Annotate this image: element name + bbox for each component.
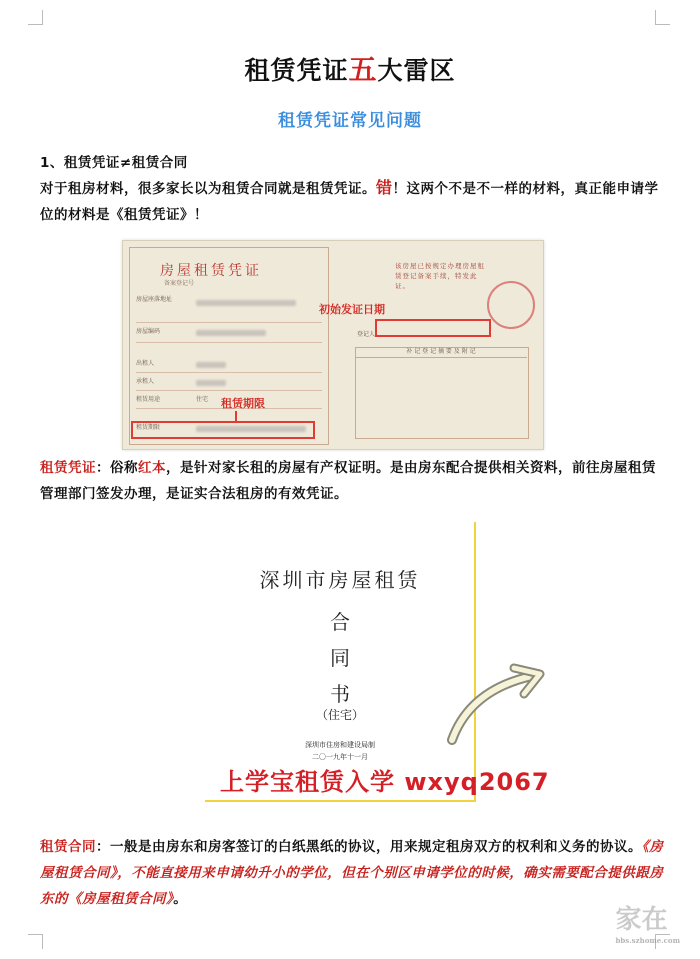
certificate-statement: 该房屋已按规定办理房屋租赁登记备案手续，特发此证。	[395, 262, 485, 290]
certificate-row-label: 承租人	[136, 378, 155, 385]
contract-title-line3: 同	[330, 646, 350, 670]
section1-heading: 1、租赁凭证≠租赁合同	[40, 155, 188, 171]
section2-label: 租赁凭证	[40, 460, 96, 476]
certificate-row-label: 租赁用途	[136, 396, 161, 403]
contract-title-line1: 深圳市房屋租赁	[259, 568, 421, 592]
certificate-row	[136, 294, 322, 323]
redacted-value	[196, 362, 226, 368]
section2-text-b: ，是针对家长租的房屋有产权证明。是由房东配合提供相关资料，前往房屋租赁管理部门签发办理，是证实合法租房的有效凭证。	[40, 460, 656, 502]
section3-text-b: 。	[173, 891, 188, 907]
rental-certificate-photo	[122, 240, 544, 450]
certificate-row	[136, 358, 322, 373]
curved-arrow-icon	[440, 660, 550, 750]
certificate-title: 房屋租赁凭证	[160, 263, 262, 279]
section1-text-b: ！这两个不是不一样的材料，真正能申请学位的材料是《租赁凭证》！	[40, 181, 659, 223]
contract-subtitle: （住宅）	[315, 708, 364, 722]
certificate-number-label: 备案登记号	[164, 280, 195, 287]
certificate-row	[136, 376, 322, 391]
certificate-right-page	[337, 247, 535, 443]
section2-text-a: ：俗称	[96, 460, 138, 476]
highlight-line-horizontal	[205, 800, 475, 802]
annotation-issue-date: 初始发证日期	[319, 303, 385, 316]
page-corner-mark	[28, 10, 43, 25]
page-corner-mark	[655, 10, 670, 25]
annotation-lease-term: 租赁期限	[221, 397, 265, 410]
section2-red-word: 红本	[138, 460, 166, 476]
section3-label: 租赁合同	[40, 839, 96, 855]
certificate-row-label: 出租人	[136, 360, 155, 367]
section1-paragraph	[40, 175, 665, 228]
redacted-value	[196, 330, 266, 336]
site-logo	[616, 899, 680, 945]
certificate-row	[136, 326, 322, 343]
certificate-note-box	[355, 347, 529, 439]
contract-date: 二〇一九年十一月	[312, 753, 368, 761]
page-title	[0, 48, 700, 88]
contract-title-line4: 书	[330, 682, 350, 706]
title-part2: 大雷区	[377, 56, 456, 85]
section3-red-text-2: 《房屋租赁合同》	[68, 891, 174, 907]
official-seal-icon	[487, 281, 535, 329]
certificate-row-label: 房屋座落地址	[136, 296, 173, 303]
certificate-sign-label: 登记人：	[357, 331, 382, 338]
section2-paragraph	[40, 455, 665, 507]
annotation-box-lease-term	[131, 421, 315, 439]
section3-paragraph	[40, 834, 665, 912]
certificate-left-page	[129, 247, 329, 445]
site-logo-url: bbs.szhome.com	[615, 936, 680, 945]
certificate-row-label: 房屋编码	[136, 328, 161, 335]
promo-watermark: 上学宝租赁入学 wxyq2067	[220, 768, 550, 796]
certificate-row-label: 租赁期限	[136, 424, 161, 431]
page-subtitle: 租赁凭证常见问题	[278, 111, 422, 131]
certificate-note-heading: 补 记 登 记 摘 要 及 附 记	[355, 347, 527, 358]
section3-text-a: ：一般是由房东和房客签订的白纸黑纸的协议，用来规定租房双方的权利和义务的协议。	[96, 839, 642, 855]
page-corner-mark	[28, 934, 43, 949]
annotation-box-issue-date	[375, 319, 491, 337]
section1-emphasis: 错	[376, 178, 393, 197]
certificate-usage-value: 住宅	[196, 396, 209, 403]
site-logo-text: 家在	[615, 905, 668, 935]
redacted-value	[196, 380, 226, 386]
section1-text-a: 对于租房材料，很多家长以为租赁合同就是租赁凭证。	[40, 181, 376, 197]
title-part1: 租赁凭证	[244, 56, 349, 85]
title-highlight: 五	[348, 53, 378, 86]
contract-issuer: 深圳市住房和建设局制	[305, 741, 375, 749]
annotation-arrow	[235, 411, 237, 421]
section3-red-text-1: 《房屋租赁合同》，不能直接用来申请幼升小的学位，但在个别区申请学位的时候，确实需要配合提供跟房东的	[40, 839, 664, 907]
redacted-value	[196, 300, 296, 306]
contract-title-line2: 合	[330, 610, 350, 634]
rental-contract-cover	[205, 530, 475, 800]
